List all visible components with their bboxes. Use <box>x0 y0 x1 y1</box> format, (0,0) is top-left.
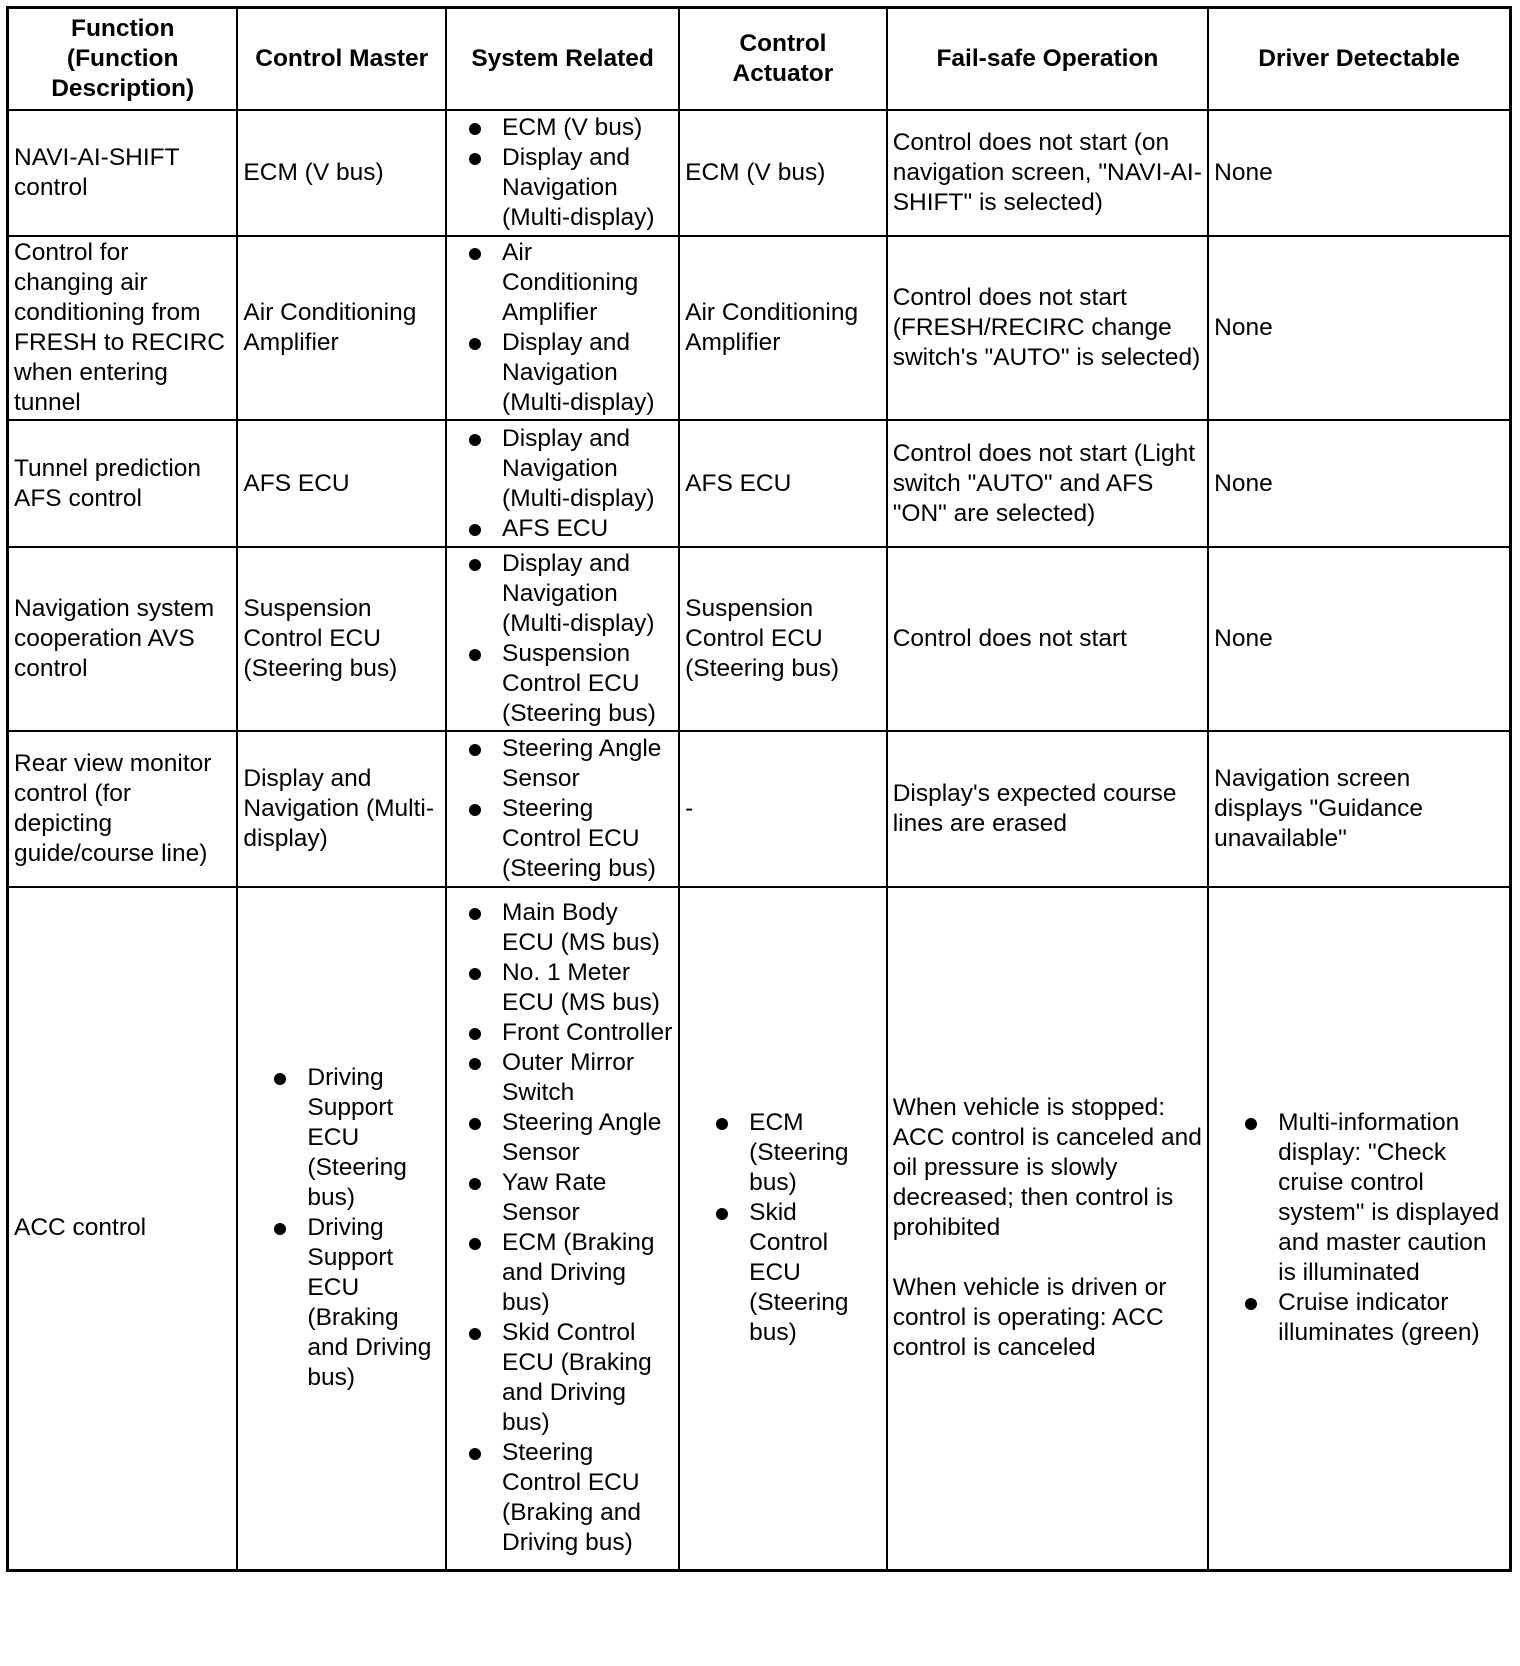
cell-driver-detectable: None <box>1208 547 1510 731</box>
list-item: Display and Navigation (Multi-display) <box>452 424 673 514</box>
driver-detectable-list <box>1228 1108 1504 1348</box>
cell-control-actuator: Air Conditioning Amplifier <box>679 236 887 420</box>
cell-driver-detectable <box>1208 887 1510 1570</box>
cell-driver-detectable: None <box>1208 236 1510 420</box>
table-row <box>8 236 1511 420</box>
cell-failsafe: Control does not start (Light switch "AUTO" and AFS "ON" are selected) <box>887 420 1208 547</box>
list-item: ECM (Braking and Driving bus) <box>452 1228 673 1318</box>
cell-control-actuator <box>679 887 887 1570</box>
cell-failsafe <box>887 887 1208 1570</box>
cell-driver-detectable: None <box>1208 420 1510 547</box>
cell-control-master: ECM (V bus) <box>237 110 446 236</box>
cell-function: Control for changing air conditioning from FRESH to RECIRC when entering tunnel <box>8 236 238 420</box>
header-function <box>8 8 238 111</box>
control-actuator-list <box>699 1108 881 1348</box>
header-system-related: System Related <box>446 8 679 111</box>
table-row <box>8 731 1511 887</box>
cell-system-related <box>446 731 679 887</box>
list-item: Steering Control ECU (Steering bus) <box>452 794 673 884</box>
header-actuator-line2: Actuator <box>732 60 834 87</box>
cell-failsafe: Control does not start <box>887 547 1208 731</box>
cell-control-master: Suspension Control ECU (Steering bus) <box>237 547 446 731</box>
list-item: Suspension Control ECU (Steering bus) <box>452 639 673 729</box>
list-item: Display and Navigation (Multi-display) <box>452 143 673 233</box>
list-item: Steering Angle Sensor <box>452 1108 673 1168</box>
list-item: Outer Mirror Switch <box>452 1048 673 1108</box>
table-row <box>8 547 1511 731</box>
cell-failsafe: Control does not start (on navigation screen, "NAVI-AI-SHIFT" is selected) <box>887 110 1208 236</box>
header-function-line2: (Function <box>66 45 179 72</box>
cell-function: Tunnel prediction AFS control <box>8 420 238 547</box>
table-row <box>8 887 1511 1570</box>
cell-control-actuator: - <box>679 731 887 887</box>
list-item: ECM (V bus) <box>452 113 673 143</box>
list-item: Display and Navigation (Multi-display) <box>452 328 673 418</box>
system-related-list <box>452 238 673 418</box>
cell-system-related <box>446 110 679 236</box>
system-related-list <box>452 898 673 1558</box>
cell-control-master <box>237 887 446 1570</box>
failsafe-paragraph: When vehicle is driven or control is operating: ACC control is canceled <box>892 1274 1167 1362</box>
cell-control-master: AFS ECU <box>237 420 446 547</box>
list-item: Steering Control ECU (Braking and Driving bus) <box>452 1438 673 1558</box>
list-item: Display and Navigation (Multi-display) <box>452 549 673 639</box>
cell-control-actuator: Suspension Control ECU (Steering bus) <box>679 547 887 731</box>
system-related-list <box>452 113 673 233</box>
control-master-list <box>257 1063 440 1393</box>
cell-function: NAVI-AI-SHIFT control <box>8 110 238 236</box>
list-item: Driving Support ECU (Braking and Driving bus) <box>257 1213 440 1393</box>
system-related-list <box>452 549 673 729</box>
cell-control-master: Display and Navigation (Multi-display) <box>237 731 446 887</box>
header-control-actuator <box>679 8 887 111</box>
cell-system-related <box>446 420 679 547</box>
cell-system-related <box>446 887 679 1570</box>
header-driver-detectable: Driver Detectable <box>1208 8 1510 111</box>
header-function-line1: Function <box>70 15 175 42</box>
list-item: AFS ECU <box>452 514 673 544</box>
cell-driver-detectable: Navigation screen displays "Guidance unavailable" <box>1208 731 1510 887</box>
cell-failsafe: Control does not start (FRESH/RECIRC change switch's "AUTO" is selected) <box>887 236 1208 420</box>
table-row <box>8 420 1511 547</box>
header-actuator-line1: Control <box>739 30 827 57</box>
system-related-list <box>452 424 673 544</box>
list-item: No. 1 Meter ECU (MS bus) <box>452 958 673 1018</box>
list-item: ECM (Steering bus) <box>699 1108 881 1198</box>
cell-control-master: Air Conditioning Amplifier <box>237 236 446 420</box>
list-item: Air Conditioning Amplifier <box>452 238 673 328</box>
table-row <box>8 110 1511 236</box>
cell-control-actuator: ECM (V bus) <box>679 110 887 236</box>
cell-driver-detectable: None <box>1208 110 1510 236</box>
list-item: Skid Control ECU (Braking and Driving bus) <box>452 1318 673 1438</box>
list-item: Skid Control ECU (Steering bus) <box>699 1198 881 1348</box>
cell-system-related <box>446 236 679 420</box>
header-control-master: Control Master <box>237 8 446 111</box>
cell-system-related <box>446 547 679 731</box>
list-item: Main Body ECU (MS bus) <box>452 898 673 958</box>
list-item: Steering Angle Sensor <box>452 734 673 794</box>
cell-failsafe: Display's expected course lines are erased <box>887 731 1208 887</box>
list-item: Yaw Rate Sensor <box>452 1168 673 1228</box>
cell-control-actuator: AFS ECU <box>679 420 887 547</box>
cell-function: Rear view monitor control (for depicting guide/course line) <box>8 731 238 887</box>
header-function-line3: Description) <box>51 75 195 102</box>
list-item: Front Controller <box>452 1018 673 1048</box>
header-failsafe: Fail-safe Operation <box>887 8 1208 111</box>
function-table <box>6 6 1512 1572</box>
list-item: Multi-information display: "Check cruise control system" is displayed and master caution is illuminated <box>1228 1108 1504 1288</box>
list-item: Driving Support ECU (Steering bus) <box>257 1063 440 1213</box>
list-item: Cruise indicator illuminates (green) <box>1228 1288 1504 1348</box>
failsafe-paragraph: When vehicle is stopped: ACC control is canceled and oil pressure is slowly decreased; then control is prohibited <box>892 1094 1202 1242</box>
cell-function: Navigation system cooperation AVS control <box>8 547 238 731</box>
header-row <box>8 8 1511 111</box>
system-related-list <box>452 734 673 884</box>
cell-function: ACC control <box>8 887 238 1570</box>
